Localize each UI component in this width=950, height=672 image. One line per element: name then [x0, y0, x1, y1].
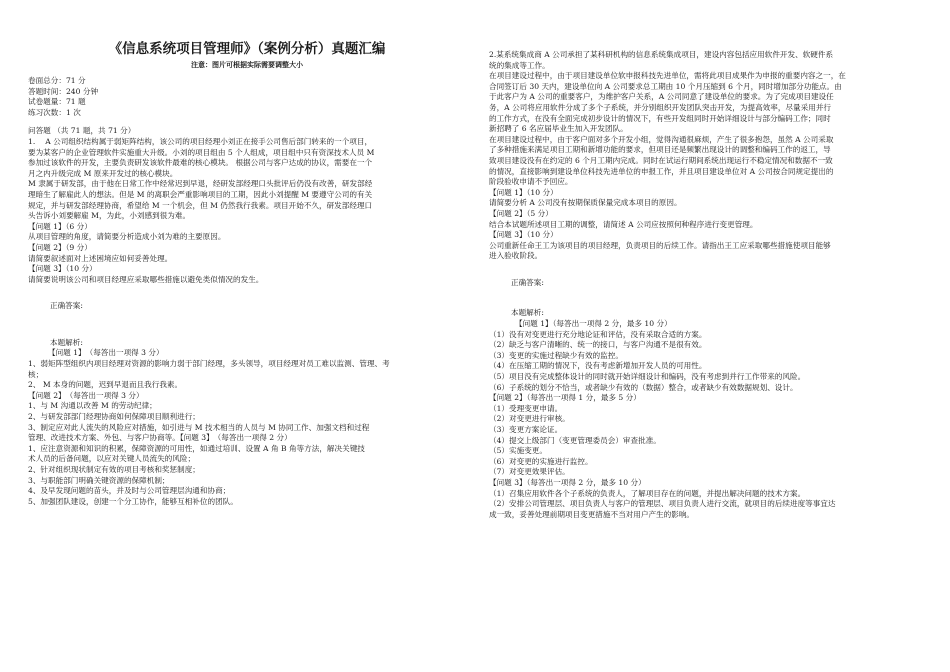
q2-part2-heading: 【问题 2】（5 分） [489, 208, 553, 218]
q1-answer-line: 管理、改进技术方案、外包、与客户协商等。【问题 3】 （每答出一项得 2 分） [28, 433, 292, 443]
q2-answer-line: （4）在压缩工期的情况下，没有考虑新增加开发人员的可用性。 [489, 361, 707, 371]
q1-part2-heading: 【问题 2】（9 分） [28, 242, 92, 252]
meta-total: 卷面总分：71 分 [28, 76, 86, 85]
q1-answer-part2: 【问题 2】 （每答出一项得 3 分） [28, 390, 144, 400]
q2-part1-text: 请简要分析 A 公司没有按期保质保量完成本项目的原因。 [489, 198, 682, 208]
page-title: 《信息系统项目管理师》（案例分析）真题汇编 [108, 41, 386, 57]
q1-answer-line: 3、与职能部门明确关键资源的保障机制； [28, 475, 170, 485]
q2-line: 在项目建设过程中，由于项目建设单位软申报科技先进单位，需将此项目成果作为申报的重要内容之一，在 [489, 71, 846, 81]
q2-answer-part2: 【问题 2】（每答出一项得 1 分，最多 5 分） [489, 393, 641, 403]
q2-answer-part3: 【问题 3】（每答出一项得 2 分，最多 10 分） [489, 477, 646, 487]
exam-meta [28, 76, 466, 118]
q1-answer-line: 1、应注意资源和知识的积累，保障资源的可用性，如通过培训、设置 A 角 B 角等方法，解决关键技 [28, 443, 365, 453]
q1-line: 头告诉小刘要解雇 M，为此，小刘感到很为难。 [28, 211, 191, 221]
q2-analysis-label: 本题解析: [511, 308, 544, 318]
question-2 [489, 50, 921, 520]
q2-line: 务，A 公司将应用软件分成了多个子系统，并分别组织开发团队突击开发，为提高效率，尽量采用并行 [489, 102, 832, 112]
q2-line: 阶段验收申请不予回应。 [489, 177, 573, 187]
q2-line: 的工作方式，在没有全面完成初步设计的情况下，有些开发组同时开始详细设计与部分编码工作；同时 [489, 113, 831, 123]
q1-part3-text: 请简要说明该公司和项目经理应采取哪些措施以避免类似情况的发生。 [28, 274, 264, 284]
q2-answer-part1: 【问题 1】（每答出一项得 2 分，最多 10 分） [515, 319, 672, 329]
resize-note: 注意：图片可根据实际需要调整大小 [191, 61, 303, 69]
q2-answer-line: （5）项目没有完成整体设计的同时就开始详细设计和编码，没有考虑到并行工作带来的风险。 [489, 372, 806, 382]
q2-line: 在项目建设过程中，由于客户面对多个开发小组，觉得沟通很麻烦，产生了很多抱怨，虽然 A 公司采取 [489, 134, 834, 144]
q1-part1-heading: 【问题 1】（6 分） [28, 221, 92, 231]
q2-part3-heading: 【问题 3】（10 分） [489, 230, 558, 240]
q2-answer-line: 成一致，妥善处理前期项目变更措施不当对用户产生的影响。 [489, 509, 695, 519]
q2-line: 于此客户为 A 公司的重要客户，为维护客户关系，A 公司同意了建设单位的要求。为了完成项目建设任 [489, 92, 834, 102]
q2-answer-line: （2）对变更进行审核。 [489, 414, 570, 424]
q2-answer-line: （1）召集应用软件各个子系统的负责人，了解项目存在的问题，并提出解决问题的技术方案。 [489, 488, 806, 498]
q1-answer-part1: 【问题 1】 （每答出一项得 3 分） [48, 348, 164, 358]
q1-answer-label: 正确答案: [50, 301, 83, 311]
q2-line: 2.某系统集成商 A 公司承担了某科研机构的信息系统集成项目，建设内容包括应用软件开发、软硬件系 [489, 50, 834, 59]
q2-part3-text: 进入验收阶段。 [489, 251, 543, 261]
q1-line: M 隶属于研发部，由于他在日常工作中经常迟到早退，经研发部经理口头批评后仍没有改善，研发部经 [28, 179, 373, 189]
q2-answer-line: （2）安排公司管理层、项目负责人与客户的管理层、项目负责人进行交流，就项目的后续进度等事宜达 [489, 499, 836, 509]
q1-analysis-label: 本题解析: [50, 337, 83, 347]
meta-count: 试卷题量：71 题 [28, 97, 86, 107]
q2-line: 的情况，直接影响到建设单位科技先进单位的申报工作，并且项目建设单位对 A 公司按合同规定提出的 [489, 166, 834, 176]
q2-answer-label: 正确答案: [511, 277, 544, 287]
q2-part2-text: 结合本试题所述项目工期的调整，请简述 A 公司应按照何种程序进行变更管理。 [489, 219, 758, 229]
left-column [28, 0, 466, 507]
q1-line: 要为某客户的企业管理软件实施重大升级。小刘的项目组由 5 个人组成，项目组中只有资深技术人员 M [28, 147, 375, 157]
q2-answer-line: （1）受理变更申请。 [489, 403, 563, 413]
q1-line: 1. A 公司组织结构属于弱矩阵结构，该公司的项目经理小刘正在接手公司售后部门转来的一个项目， [28, 136, 373, 146]
meta-practice: 练习次数：1 次 [28, 107, 81, 117]
q2-answer-line: （4）提交上级部门（变更管理委员会）审查批准。 [489, 435, 661, 445]
q1-line: 理暗生了解雇此人的想法。但是 M 的离职会严重影响项目的工期，因此小刘提醒 M 要遵守公司的有关 [28, 189, 373, 199]
q1-answer-line: 2、针对组织现状制定有效的项目考核和奖惩制度； [28, 465, 200, 474]
q2-answer-line: （3）变更方案论证。 [489, 425, 563, 434]
q1-line: 月之内升级完成 M 原来开发过的核心模块。 [28, 168, 178, 178]
q1-answer-line: 4、及早发现问题的苗头，并及时与公司管理层沟通和协商； [28, 486, 231, 496]
q1-part3-heading: 【问题 3】（10 分） [28, 264, 97, 274]
q2-answer-line: （5）实施变更。 [489, 446, 547, 456]
q2-answer-line: （1）没有对变更进行充分地论证和评估，没有采取合适的方案。 [489, 329, 707, 339]
q2-line: 了多种措施来满足项目工期和新增功能的要求，但项目还是频繁出现设计的调整和编码工作的返工，导 [489, 145, 831, 155]
q2-answer-line: （7）对变更效果评估。 [489, 467, 570, 477]
q2-line: 合同签订后 30 天内，建设单位向 A 公司要求总工期由 10 个月压缩到 6 个月，同时增加部分功能点。由 [489, 81, 842, 91]
section-heading: 问答题 （共 71 题，共 71 分） [28, 126, 136, 136]
q2-answer-line: （6）子系统的划分不恰当，或者缺少有效的（数据）整合，或者缺少有效数据规划、设计。 [489, 382, 798, 392]
q2-part3-text: 公司重新任命王工为该项目的项目经理，负责项目的后续工作。请指出王工应采取哪些措施使项目能够 [489, 240, 831, 250]
q2-line: 致项目建设没有在约定的 6 个月工期内完成。同时在试运行期间系统出现运行不稳定情况和数据不一致 [489, 155, 833, 165]
q2-line: 新招聘了 6 名应届毕业生加入开发团队。 [489, 124, 628, 134]
question-1 [28, 137, 466, 507]
q2-answer-line: （2）缺乏与客户清晰的、统一的接口，与客户沟通不是很有效。 [489, 340, 707, 350]
q2-answer-line: （3）变更的实施过程缺少有效的监控。 [489, 350, 623, 360]
q1-answer-line: 术人员的后备问题，以应对关键人员流失的风险； [28, 454, 196, 464]
q2-answer-line: （6）对变更的实施进行监控。 [489, 456, 593, 466]
q1-part1-text: 从项目管理的角度，请简要分析造成小刘为难的主要原因。 [28, 232, 226, 242]
q2-part1-heading: 【问题 1】（10 分） [489, 187, 558, 197]
q1-answer-line: 2、与研发部部门经理协商如何保障项目顺利进行； [28, 412, 200, 422]
q1-part2-text: 请简要叙述面对上述困境应如何妥善处理。 [28, 253, 173, 263]
meta-time: 答题时间：240 分钟 [28, 86, 99, 96]
q1-answer-line: 核； [28, 369, 44, 379]
q1-answer-line: 1、弱矩阵型组织内项目经理对资源的影响力弱于部门经理，多头领导，项目经理对员工难以监测、管理、考 [28, 359, 390, 369]
q1-answer-line: 3、制定应对此人流失的风险应对措施，如引进与 M 技术相当的人员与 M 协同工作、加强文档和过程 [28, 422, 370, 432]
q1-line: 参加过该软件的开发，主要负责研发该软件最难的核心模块。 根据公司与客户达成的协议，需要在一个 [28, 158, 373, 168]
q2-line: 统的集成等工作。 [489, 60, 550, 70]
q1-answer-line: 1、与 M 沟通以改善 M 的劳动纪律； [28, 401, 157, 411]
right-column [489, 50, 921, 520]
q1-answer-line: 5、加强团队建设，创建一个分工协作，能够互相补位的团队。 [28, 496, 238, 506]
q1-answer-line: 2、 M 本身的问题，迟到早退而且我行我素。 [28, 380, 183, 390]
q1-line: 规定，并与研发部经理协商，希望给 M 一个机会，但 M 仍然我行我素。项目开始不久，研发部经理口 [28, 200, 373, 210]
